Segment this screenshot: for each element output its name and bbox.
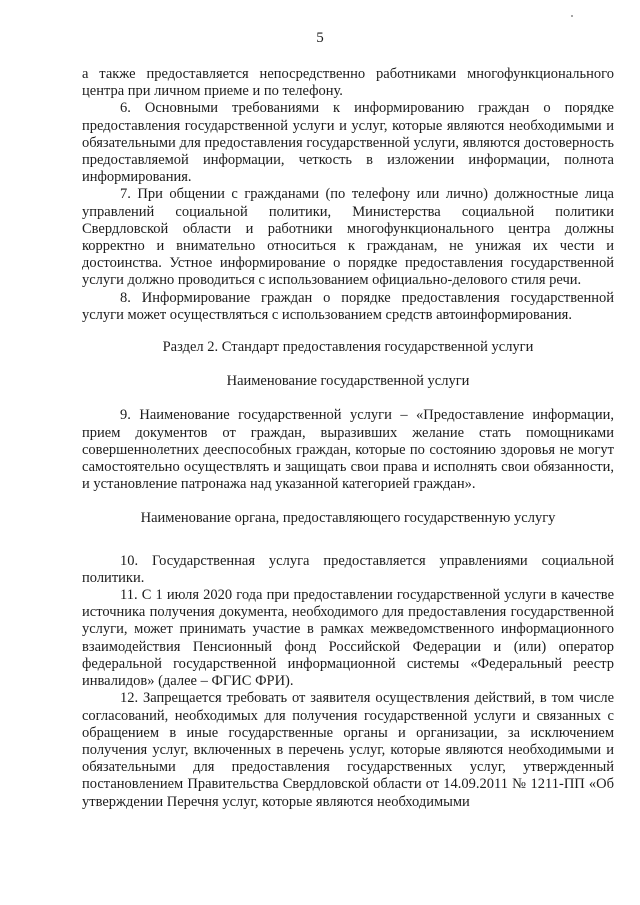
document-body [82,66,614,811]
paragraph-6: 6. Основными требованиями к информированию граждан о порядке предоставления государственной услуги и услуг, которые являются необходимыми и обязательными для предоставления государственной услуги, являются достоверность предоставляемой информации, четкость в изложении информации, полнота информирования. [82,100,614,186]
page-number: 5 [316,30,324,46]
paragraph-10: 10. Государственная услуга предоставляется управлениями социальной политики. [82,552,614,586]
paragraph-11: 11. С 1 июля 2020 года при предоставлении государственной услуги в качестве источника получения документа, необходимого для предоставления государственной услуги, может принимать участие в рамках межведомственного информационного взаимодействия Пенсионный фонд Российской Федерации и (или) оператор федеральной государственной информационной системы «Федеральный реестр инвалидов» (далее – ФГИС ФРИ). [82,587,614,690]
paragraph-7: 7. При общении с гражданами (по телефону или лично) должностные лица управлений социальной политики, Министерства социальной политики Свердловской области и работники многофункционального центра должны корректно и внимательно относиться к гражданам, не унижая их чести и достоинства. Устное информирование о порядке предоставления государственной услуги должно проводиться с использованием официально-делового стиля речи. [82,186,614,289]
paragraph-9: 9. Наименование государственной услуги – «Предоставление информации, прием документов от граждан, выразивших желание стать помощниками совершеннолетних дееспособных граждан, которые по состоянию здоровья не могут самостоятельно осуществлять и защищать свои права и исполнять свои обязанности, и установление патронажа над указанной категорией граждан». [82,407,614,493]
paragraph-continuation: а также предоставляется непосредственно работниками многофункционального центра при личном приеме и по телефону. [82,66,614,100]
section-heading: Раздел 2. Стандарт предоставления государственной услуги [162,339,534,356]
scan-speck [571,15,573,17]
subheading-service-provider: Наименование органа, предоставляющего государственную услугу [140,510,556,527]
paragraph-8: 8. Информирование граждан о порядке предоставления государственной услуги может осуществляться с использованием средств автоинформирования. [82,289,614,323]
subheading-service-name: Наименование государственной услуги [226,373,470,390]
paragraph-12: 12. Запрещается требовать от заявителя осуществления действий, в том числе согласований, необходимых для получения государственной услуги и связанных с обращением в иные государственные органы и организации, за исключением получения услуг, включенных в перечень услуг, которые являются необходимыми и обязательными для предоставления государственных услуг, утвержденный постановлением Правительства Свердловской области от 14.09.2011 № 1211-ПП «Об утверждении Перечня услуг, которые являются необходимыми [82,690,614,810]
